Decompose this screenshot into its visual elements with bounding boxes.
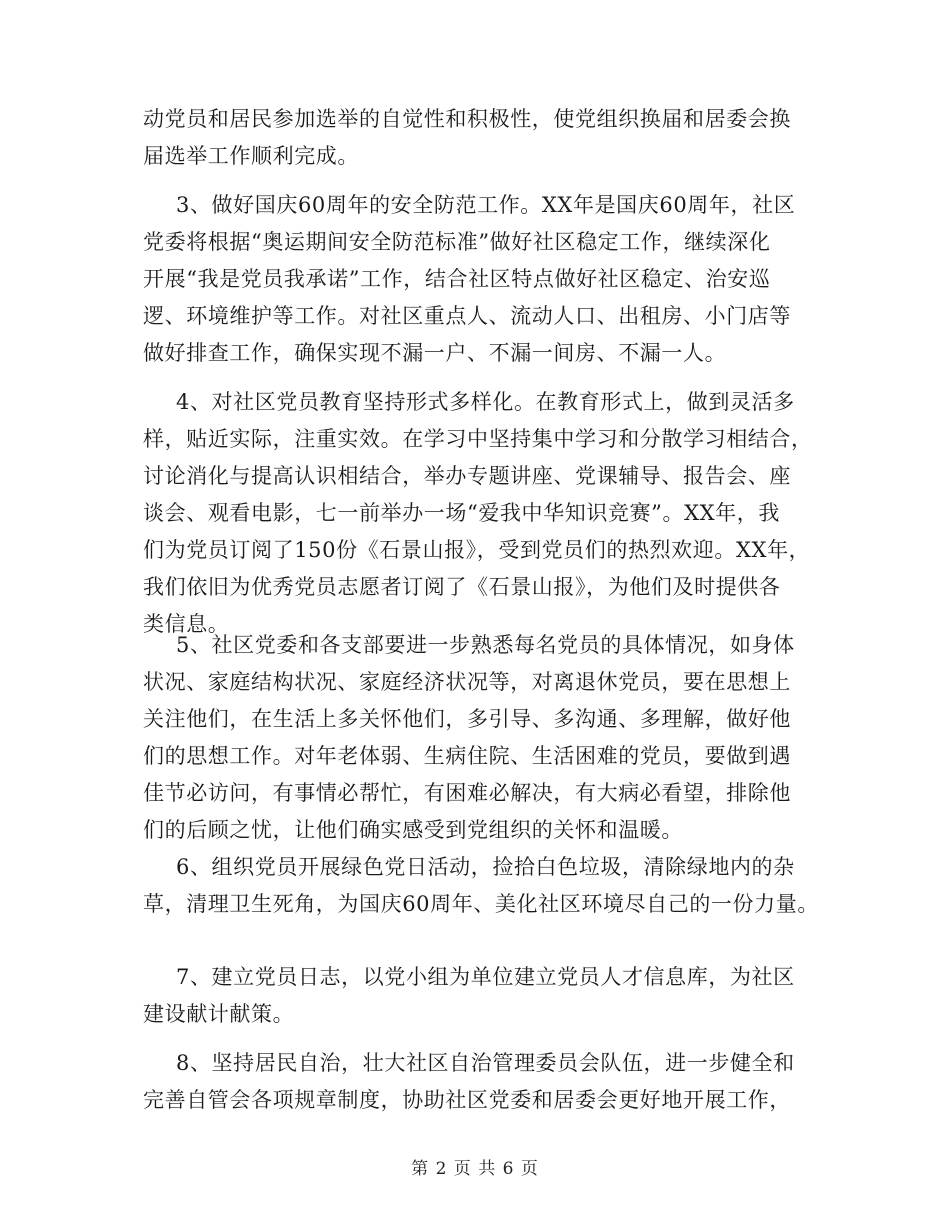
text-line: 草，清理卫生死角，为国庆60周年、美化社区环境尽自己的一份力量。 xyxy=(143,892,819,916)
text-line: 佳节必访问，有事情必帮忙，有困难必解决，有大病必看望，排除他 xyxy=(143,781,791,805)
text-line: 谈会、观看电影，七一前举办一场“爱我中华知识竞赛”。XX年，我 xyxy=(143,501,780,525)
text-line: 党委将根据“奥运期间安全防范标准”做好社区稳定工作，继续深化 xyxy=(143,230,771,254)
text-line: 们的后顾之忧，让他们确实感受到党组织的关怀和温暖。 xyxy=(143,818,683,842)
text-line: 完善自管会各项规章制度，协助社区党委和居委会更好地开展工作， xyxy=(143,1088,791,1112)
text-line: 们的思想工作。对年老体弱、生病住院、生活困难的党员，要做到遇 xyxy=(143,744,791,768)
paragraph-4-start: 4、对社区党员教育坚持形式多样化。在教育形式上，做到灵活多 xyxy=(176,390,795,414)
paragraph-6-start: 6、组织党员开展绿色党日活动，捡拾白色垃圾，清除绿地内的杂 xyxy=(176,855,795,879)
text-line: 动党员和居民参加选举的自觉性和积极性，使党组织换届和居委会换 xyxy=(143,107,791,131)
text-line: 讨论消化与提高认识相结合，举办专题讲座、党课辅导、报告会、座 xyxy=(143,464,791,488)
text-line: 类信息。 xyxy=(143,612,230,636)
text-line: 状况、家庭结构状况、家庭经济状况等，对离退休党员，要在思想上 xyxy=(143,670,791,694)
text-line: 逻、环境维护等工作。对社区重点人、流动人口、出租房、小门店等 xyxy=(143,304,791,328)
paragraph-5-start: 5、社区党委和各支部要进一步熟悉每名党员的具体情况，如身体 xyxy=(176,633,795,657)
text-line: 建设献计献策。 xyxy=(143,1002,295,1026)
text-line: 做好排查工作，确保实现不漏一户、不漏一间房、不漏一人。 xyxy=(143,341,727,365)
paragraph-3-start: 3、做好国庆60周年的安全防范工作。XX年是国庆60周年，社区 xyxy=(176,193,796,217)
paragraph-7-start: 7、建立党员日志，以党小组为单位建立党员人才信息库，为社区 xyxy=(176,965,795,989)
page-number-footer: 第 2 页 共 6 页 xyxy=(411,1159,539,1179)
text-line: 我们依旧为优秀党员志愿者订阅了《石景山报》，为他们及时提供各 xyxy=(143,575,781,599)
text-line: 届选举工作顺利完成。 xyxy=(143,144,359,168)
text-line: 关注他们，在生活上多关怀他们，多引导、多沟通、多理解，做好他 xyxy=(143,707,791,731)
text-line: 样，贴近实际，注重实效。在学习中坚持集中学习和分散学习相结合， xyxy=(143,427,813,451)
text-line: 们为党员订阅了150份《石景山报》，受到党员们的热烈欢迎。XX年， xyxy=(143,538,811,562)
text-line: 开展“我是党员我承诺”工作，结合社区特点做好社区稳定、治安巡 xyxy=(143,267,771,291)
paragraph-8-start: 8、坚持居民自治，壮大社区自治管理委员会队伍，进一步健全和 xyxy=(176,1051,795,1075)
